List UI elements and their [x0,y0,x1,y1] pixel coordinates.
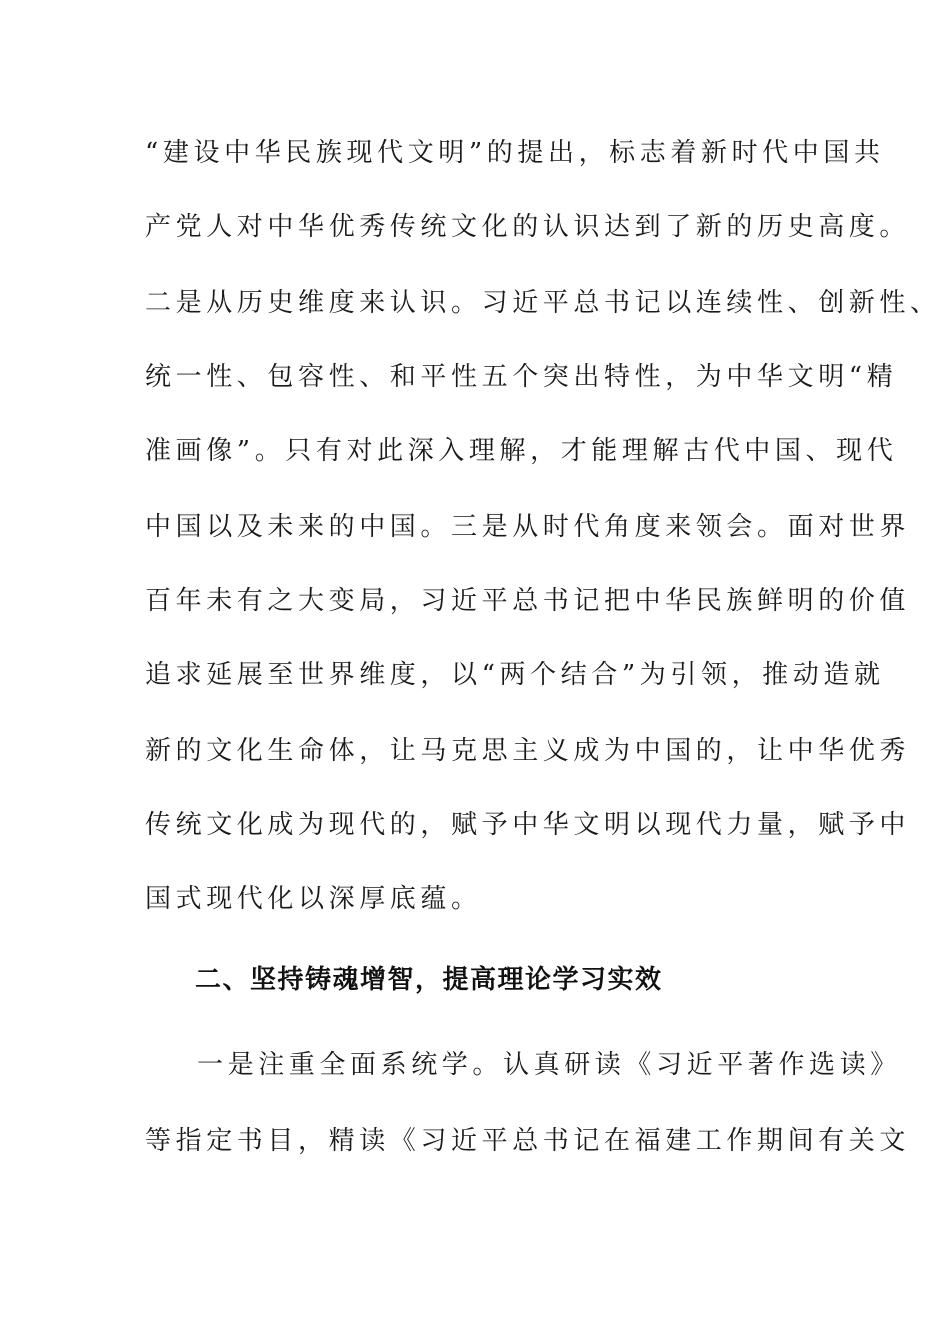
paragraph-line: 产党人对中华优秀传统文化的认识达到了新的历史高度。 [145,212,911,242]
paragraph-line: 传统文化成为现代的，赋予中华文明以现代力量，赋予中 [145,810,911,840]
paragraph-line: 准画像”。只有对此深入理解，才能理解古代中国、现代 [145,436,898,466]
paragraph-line: 等指定书目，精读《习近平总书记在福建工作期间有关文 [145,1126,911,1156]
paragraph-line: 中国以及未来的中国。三是从时代角度来领会。面对世界 [145,512,911,542]
paragraph-line: 二是从历史维度来认识。习近平总书记以连续性、创新性、 [145,288,941,318]
section-heading: 二、坚持铸魂增智，提高理论学习实效 [195,965,663,995]
paragraph-line: 追求延展至世界维度，以“两个结合”为引领，推动造就 [145,660,885,690]
paragraph-line: 统一性、包容性、和平性五个突出特性，为中华文明“精 [145,362,898,392]
paragraph-line: 国式现代化以深厚底蕴。 [145,884,482,914]
paragraph-line: “建设中华民族现代文明”的提出，标志着新时代中国共 [145,138,885,168]
paragraph-line: 一是注重全面系统学。认真研读《习近平著作选读》 [197,1050,901,1080]
paragraph-line: 百年未有之大变局，习近平总书记把中华民族鲜明的价值 [145,586,911,616]
paragraph-line: 新的文化生命体，让马克思主义成为中国的，让中华优秀 [145,736,911,766]
